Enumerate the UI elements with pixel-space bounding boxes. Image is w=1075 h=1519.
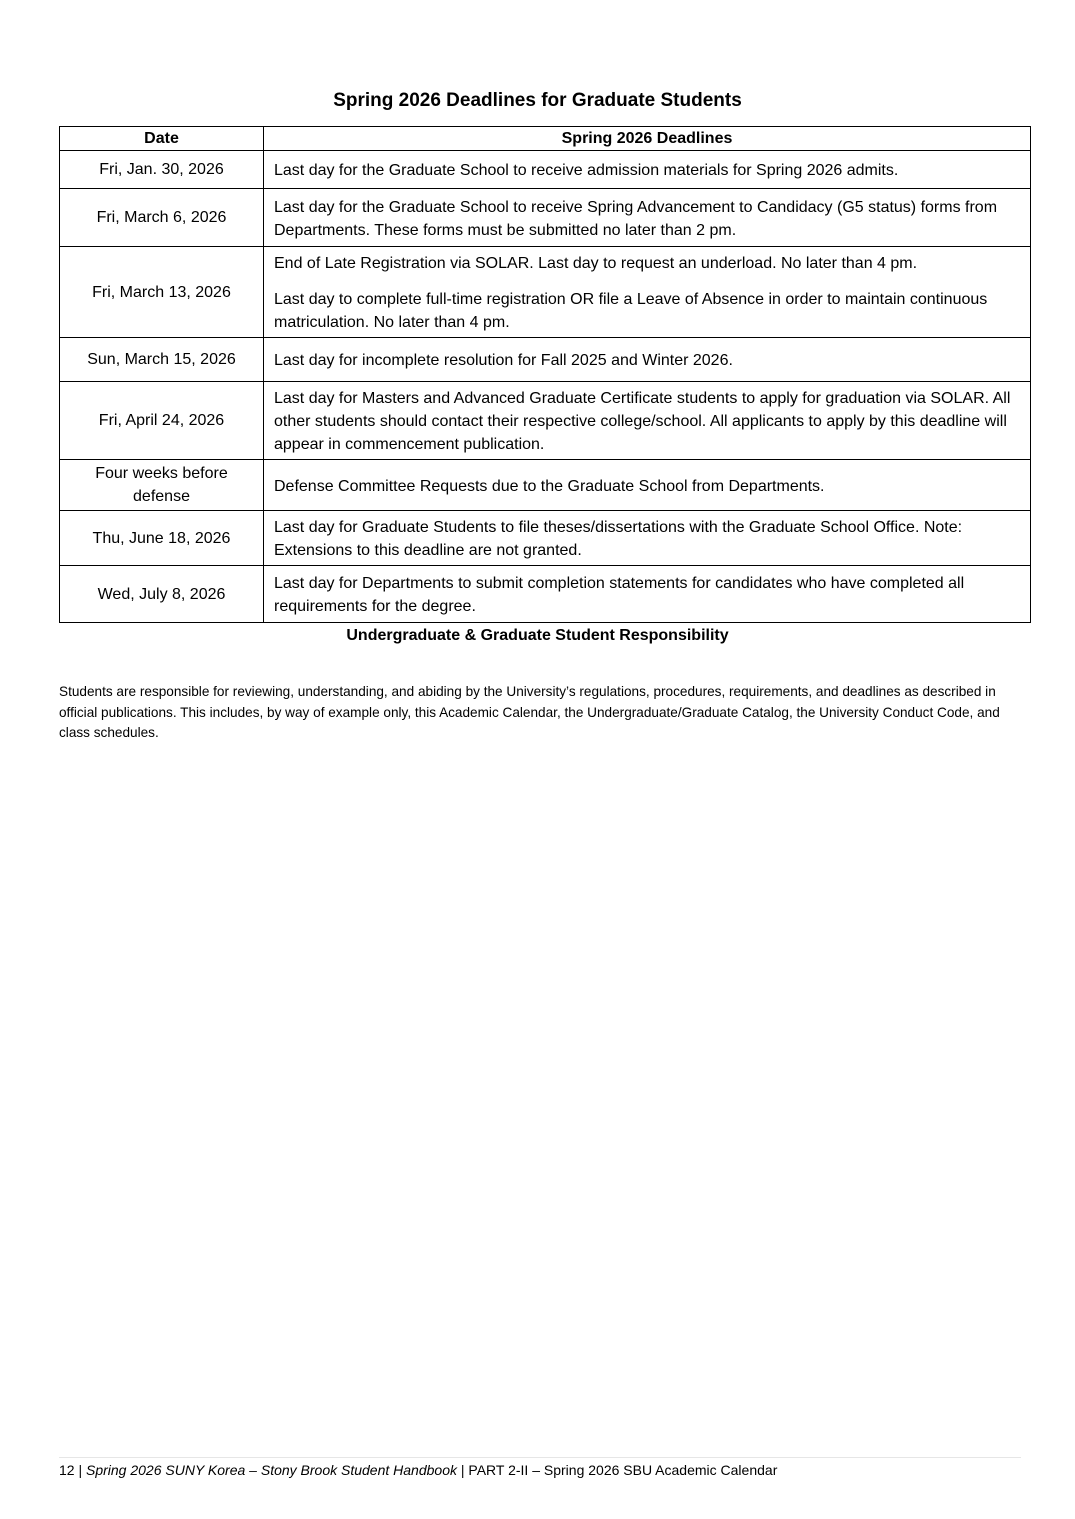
deadline-text: Last day for the Graduate School to receive Spring Advancement to Candidacy (G5 status) forms from Departments. These forms must be submitted no later than 2 pm.: [274, 198, 998, 239]
table-row: [60, 566, 1031, 623]
deadline-date: Fri, April 24, 2026: [60, 382, 264, 460]
deadlines-column-header: Spring 2026 Deadlines: [264, 127, 1031, 151]
handbook-title: Spring 2026 SUNY Korea – Stony Brook Student Handbook: [86, 1462, 457, 1478]
date-column-header: Date: [60, 127, 264, 151]
deadline-text: Defense Committee Requests due to the Graduate School from Departments.: [274, 477, 825, 495]
deadline-text: Last day for Masters and Advanced Graduate Certificate students to apply for graduation via SOLAR. All other students should contact their respective college/school. All applicants to apply by this deadline will appear in commencement publication.: [274, 390, 1011, 453]
responsibility-paragraph: Students are responsible for reviewing, understanding, and abiding by the University’s regulations, procedures, requirements, and deadlines as described in official publications. This includes, by way of example only, this Academic Calendar, the Undergraduate/Graduate Catalog, the University Conduct Code, and class schedules.: [59, 684, 1000, 740]
deadline-description: [264, 566, 1031, 623]
deadline-text: Last day for the Graduate School to receive admission materials for Spring 2026 admits.: [274, 162, 899, 179]
deadline-text: End of Late Registration via SOLAR. Last day to request an underload. No later than 4 pm.: [274, 255, 918, 272]
deadline-text: Last day to complete full-time registration OR file a Leave of Absence in order to maintain continuous matriculation. No later than 4 pm.: [274, 291, 988, 331]
table-row: [60, 151, 1031, 189]
deadline-text: Last day for Graduate Students to file theses/dissertations with the Graduate School Office. Note: Extensions to this deadline are not granted.: [274, 519, 963, 559]
table-row: [60, 460, 1031, 511]
deadline-date: Fri, Jan. 30, 2026: [60, 151, 264, 189]
table-row: [60, 247, 1031, 338]
table-row: [60, 189, 1031, 247]
table-row: [60, 511, 1031, 566]
deadline-date: Four weeks before defense: [60, 460, 264, 511]
deadline-date: Thu, June 18, 2026: [60, 511, 264, 566]
deadline-text: Last day for incomplete resolution for Fall 2025 and Winter 2026.: [274, 352, 733, 369]
footer-separator: |: [456, 1462, 469, 1478]
deadline-date: Wed, July 8, 2026: [60, 566, 264, 623]
deadline-description: [264, 382, 1031, 460]
deadline-date: Fri, March 13, 2026: [60, 247, 264, 338]
deadline-description: [264, 247, 1031, 338]
table-row: [60, 338, 1031, 382]
page-title: Spring 2026 Deadlines for Graduate Students: [333, 90, 742, 111]
deadline-text: Last day for Departments to submit completion statements for candidates who have completed all requirements for the degree.: [274, 575, 965, 615]
deadline-description: [264, 460, 1031, 511]
section-title: PART 2-II – Spring 2026 SBU Academic Calendar: [468, 1462, 778, 1478]
page-footer: [59, 1461, 777, 1479]
table-header-row: [60, 127, 1031, 151]
deadline-date: Fri, March 6, 2026: [60, 189, 264, 247]
table-row: [60, 382, 1031, 460]
deadline-description: [264, 338, 1031, 382]
deadline-description: [264, 511, 1031, 566]
deadlines-table: [59, 126, 1031, 623]
responsibility-heading: Undergraduate & Graduate Student Responsibility: [346, 627, 729, 644]
deadline-date: Sun, March 15, 2026: [60, 338, 264, 382]
page-number: 12: [59, 1462, 75, 1478]
footer-divider: [59, 1457, 1021, 1458]
deadline-description: [264, 189, 1031, 247]
deadline-description: [264, 151, 1031, 189]
footer-separator: |: [74, 1462, 86, 1478]
